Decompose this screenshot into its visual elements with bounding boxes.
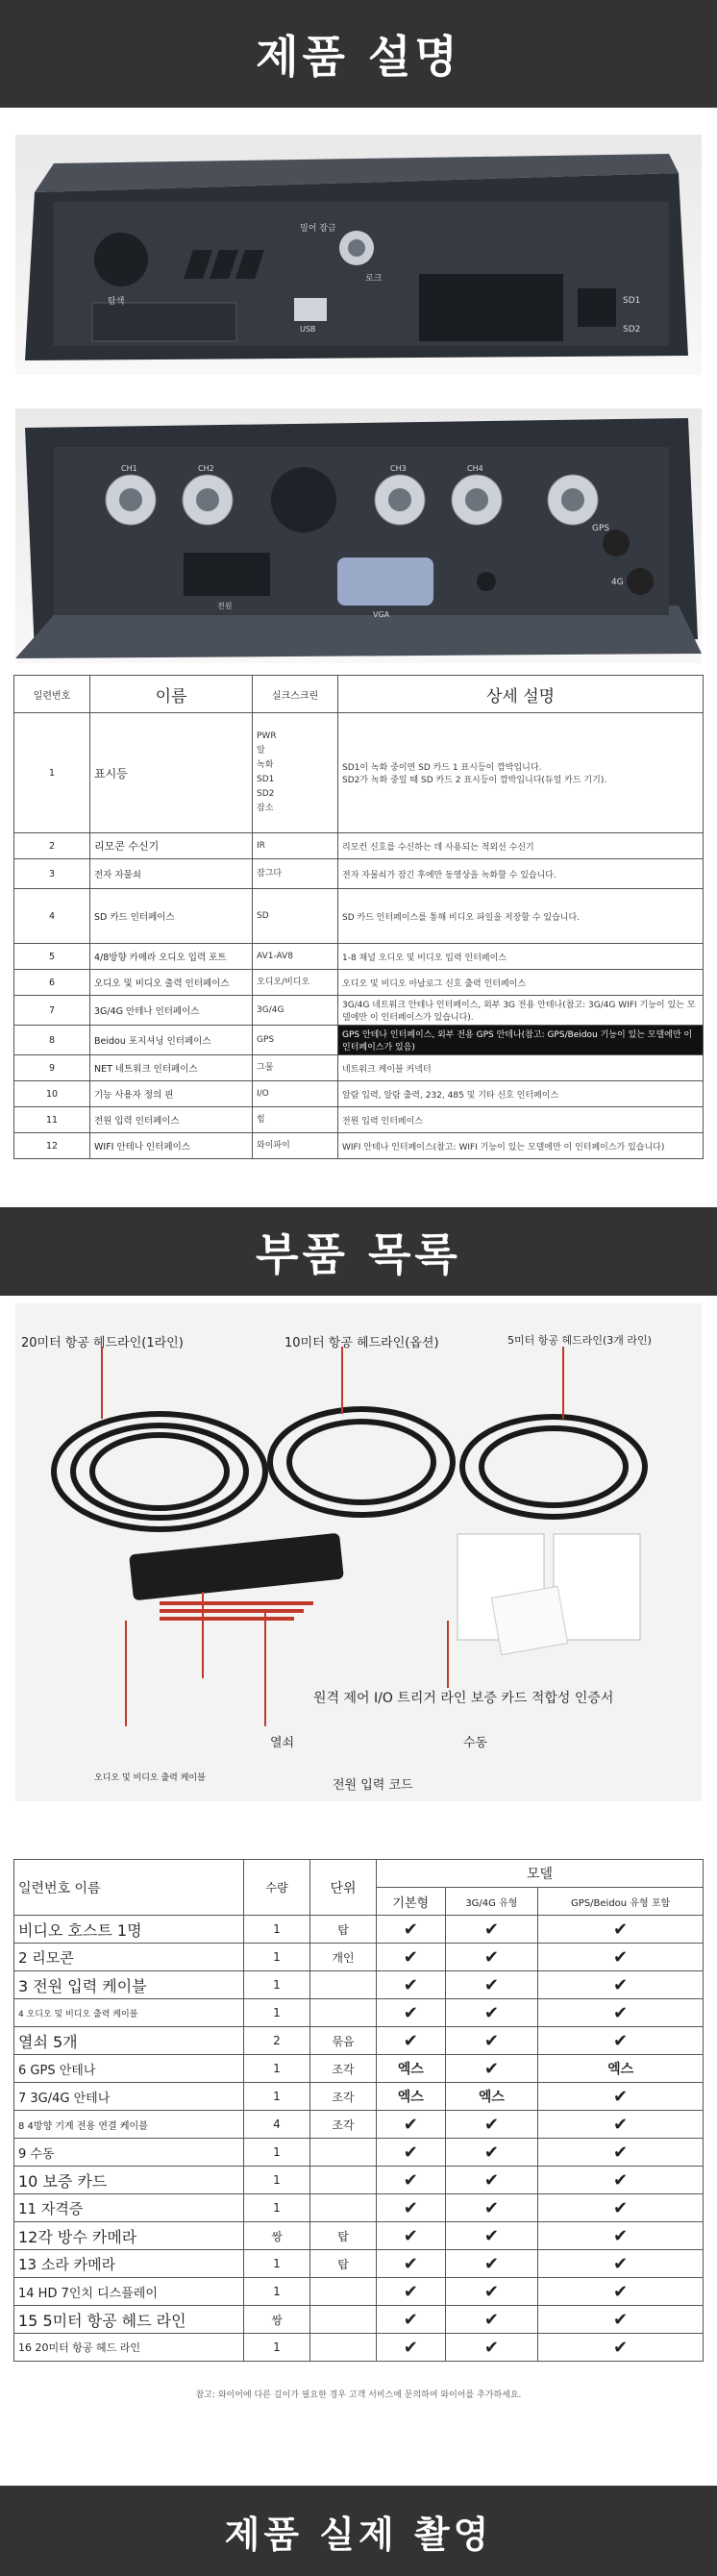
cmp-basic-value: ✔ xyxy=(377,1944,446,1971)
cell-no: 6 xyxy=(14,970,90,996)
cell-detail: SD 카드 인터페이스를 통해 비디오 파일을 저장할 수 있습니다. xyxy=(338,889,704,944)
cmp-item-qty: 1 xyxy=(244,2167,310,2194)
cmp-gps-value: ✔ xyxy=(538,1999,704,2027)
cmp-basic-value: ✔ xyxy=(377,2306,446,2334)
cmp-3g4g-value: ✔ xyxy=(445,2222,538,2250)
cmp-item-unit: 조각 xyxy=(310,2055,377,2083)
table-row xyxy=(14,2222,704,2250)
cell-no: 5 xyxy=(14,944,90,970)
cmp-3g4g-value: ✔ xyxy=(445,2111,538,2139)
cmp-3g4g-value: ✔ xyxy=(445,2334,538,2362)
cmp-item-name: 3 전원 입력 케이블 xyxy=(14,1971,244,1999)
cmp-item-name: 11 자격증 xyxy=(14,2194,244,2222)
table-row xyxy=(14,970,704,996)
cell-silk: PWR 알 녹화 SD1 SD2 잠소 xyxy=(253,713,338,833)
cmp-item-unit: 조각 xyxy=(310,2083,377,2111)
label-cable-5m: 5미터 항공 헤드라인(3개 라인) xyxy=(507,1334,652,1347)
spec-header-detail: 상세 설명 xyxy=(338,676,704,713)
cmp-item-name: 2 리모콘 xyxy=(14,1944,244,1971)
cell-silk: 3G/4G xyxy=(253,996,338,1026)
label-search: 탐색 xyxy=(108,297,125,307)
cmp-gps-value: ✔ xyxy=(538,1916,704,1944)
table-row xyxy=(14,1916,704,1944)
cell-silk: GPS xyxy=(253,1026,338,1055)
cell-detail: 전자 자물쇠가 잠긴 후에만 동영상을 녹화할 수 있습니다. xyxy=(338,859,704,889)
cell-detail: SD1이 녹화 중이면 SD 카드 1 표시등이 깜박입니다. SD2가 녹화 중일 때 SD 카드 2 표시등이 깜박입니다(듀얼 카드 기기). xyxy=(338,713,704,833)
spec-header-name: 이름 xyxy=(90,676,253,713)
cell-no: 1 xyxy=(14,713,90,833)
label-lock: 로크 xyxy=(365,274,383,284)
cmp-item-name: 10 보증 카드 xyxy=(14,2167,244,2194)
compare-note: 참고: 와이어에 다른 길이가 필요한 경우 고객 서비스에 문의하여 와이어를 추가하세요. xyxy=(195,2390,522,2400)
cell-no: 8 xyxy=(14,1026,90,1055)
cmp-3g4g-value: ✔ xyxy=(445,2055,538,2083)
cmp-item-name: 16 20미터 항공 헤드 라인 xyxy=(14,2334,244,2362)
table-row xyxy=(14,1133,704,1159)
cell-detail: 오디오 및 비디오 아날로그 신호 출력 인터페이스 xyxy=(338,970,704,996)
cmp-3g4g-value: ✔ xyxy=(445,2194,538,2222)
cmp-basic-value: ✔ xyxy=(377,2278,446,2306)
cmp-item-unit xyxy=(310,2334,377,2362)
cmp-header-qty: 수량 xyxy=(244,1860,310,1916)
cell-no: 9 xyxy=(14,1055,90,1081)
cmp-3g4g-value: ✔ xyxy=(445,2278,538,2306)
section-banner-description xyxy=(0,0,717,108)
cell-no: 4 xyxy=(14,889,90,944)
cmp-basic-value: ✔ xyxy=(377,2027,446,2055)
cmp-3g4g-value: ✔ xyxy=(445,2250,538,2278)
cell-name: WIFI 안테나 인터페이스 xyxy=(90,1133,253,1159)
label-lock-push: 밀어 잠금 xyxy=(300,224,336,234)
cmp-gps-value: ✔ xyxy=(538,2306,704,2334)
cell-no: 2 xyxy=(14,833,90,859)
label-vga: VGA xyxy=(373,610,390,619)
cell-silk: 오디오/비디오 xyxy=(253,970,338,996)
compare-table xyxy=(13,1859,704,2362)
banner-title: 제품 설명 xyxy=(256,31,461,83)
label-power-cord: 전원 입력 코드 xyxy=(333,1778,413,1793)
cmp-gps-value: ✔ xyxy=(538,2278,704,2306)
label-power: 전원 xyxy=(217,602,233,610)
table-row xyxy=(14,944,704,970)
cmp-3g4g-value: ✔ xyxy=(445,1971,538,1999)
cmp-item-qty: 1 xyxy=(244,2083,310,2111)
table-row xyxy=(14,1055,704,1081)
cmp-item-name: 9 수동 xyxy=(14,2139,244,2167)
cell-name: 기능 사용자 정의 핀 xyxy=(90,1081,253,1107)
cmp-item-unit: 탑 xyxy=(310,1916,377,1944)
table-row xyxy=(14,2250,704,2278)
cmp-item-unit: 탑 xyxy=(310,2250,377,2278)
cell-detail: 3G/4G 네트워크 안테나 인터페이스, 외부 3G 전용 안테나(참고: 3G/4G WIFI 기능이 있는 모델에만 이 인터페이스가 있습니다). xyxy=(338,996,704,1026)
cmp-item-name: 13 소라 카메라 xyxy=(14,2250,244,2278)
cmp-3g4g-value: ✔ xyxy=(445,2027,538,2055)
cmp-gps-value: ✔ xyxy=(538,1971,704,1999)
cmp-item-qty: 4 xyxy=(244,2111,310,2139)
table-row xyxy=(14,889,704,944)
cmp-item-qty: 1 xyxy=(244,1944,310,1971)
cell-name: NET 네트워크 인터페이스 xyxy=(90,1055,253,1081)
cell-detail: 전원 입력 인터페이스 xyxy=(338,1107,704,1133)
cell-silk: 힘 xyxy=(253,1107,338,1133)
cmp-basic-value: 엑스 xyxy=(377,2055,446,2083)
cell-silk: 잠그다 xyxy=(253,859,338,889)
spec-table xyxy=(13,675,704,1159)
cmp-item-qty: 1 xyxy=(244,2334,310,2362)
spec-header-no: 일련번호 xyxy=(14,676,90,713)
cmp-model-gps: GPS/Beidou 유형 포함 xyxy=(538,1888,704,1916)
cmp-item-name: 열쇠 5개 xyxy=(14,2027,244,2055)
cmp-item-unit xyxy=(310,2139,377,2167)
table-row xyxy=(14,859,704,889)
cell-no: 3 xyxy=(14,859,90,889)
cell-detail: 1-8 채널 오디오 및 비디오 입력 인터페이스 xyxy=(338,944,704,970)
cmp-3g4g-value: ✔ xyxy=(445,2306,538,2334)
table-row xyxy=(14,2167,704,2194)
cmp-basic-value: 엑스 xyxy=(377,2083,446,2111)
label-ch2: CH2 xyxy=(198,464,214,473)
cmp-basic-value: ✔ xyxy=(377,1999,446,2027)
cmp-basic-value: ✔ xyxy=(377,2111,446,2139)
section-banner-actual xyxy=(0,2486,717,2576)
label-ch1: CH1 xyxy=(121,464,137,473)
cell-name: 리모콘 수신기 xyxy=(90,833,253,859)
cmp-3g4g-value: ✔ xyxy=(445,1916,538,1944)
cell-detail: 리모컨 신호를 수신하는 데 사용되는 적외선 수신기 xyxy=(338,833,704,859)
cell-silk: IR xyxy=(253,833,338,859)
cmp-item-name: 14 HD 7인치 디스플레이 xyxy=(14,2278,244,2306)
cmp-item-unit: 탑 xyxy=(310,2222,377,2250)
cmp-basic-value: ✔ xyxy=(377,2334,446,2362)
cmp-3g4g-value: 엑스 xyxy=(445,2083,538,2111)
label-usb: USB xyxy=(300,325,316,334)
cmp-item-name: 12각 방수 카메라 xyxy=(14,2222,244,2250)
cmp-item-qty: 쌍 xyxy=(244,2306,310,2334)
cell-silk: SD xyxy=(253,889,338,944)
cell-name: 전원 입력 인터페이스 xyxy=(90,1107,253,1133)
cmp-model-basic: 기본형 xyxy=(377,1888,446,1916)
cmp-gps-value: ✔ xyxy=(538,2250,704,2278)
cell-silk: 그물 xyxy=(253,1055,338,1081)
cmp-item-name: 6 GPS 안테나 xyxy=(14,2055,244,2083)
cell-name: 3G/4G 안테나 인터페이스 xyxy=(90,996,253,1026)
cmp-3g4g-value: ✔ xyxy=(445,1944,538,1971)
cmp-gps-value: ✔ xyxy=(538,2334,704,2362)
cell-name: 전자 자물쇠 xyxy=(90,859,253,889)
table-row xyxy=(14,2055,704,2083)
label-remote-row: 원격 제어 I/O 트리거 라인 보증 카드 적합성 인증서 xyxy=(313,1691,614,1706)
cmp-gps-value: ✔ xyxy=(538,1944,704,1971)
cmp-gps-value: 엑스 xyxy=(538,2055,704,2083)
cmp-item-unit xyxy=(310,1999,377,2027)
cell-detail: GPS 안테나 인터페이스, 외부 전용 GPS 안테나(참고: GPS/Beidou 기능이 있는 모델에만 이 인터페이스가 있음) xyxy=(338,1026,704,1055)
cmp-item-name: 비디오 호스트 1명 xyxy=(14,1916,244,1944)
label-sd1: SD1 xyxy=(623,296,641,306)
cell-no: 7 xyxy=(14,996,90,1026)
cmp-item-unit xyxy=(310,2194,377,2222)
table-row xyxy=(14,2083,704,2111)
cmp-basic-value: ✔ xyxy=(377,1971,446,1999)
spec-header-silk: 실크스크린 xyxy=(253,676,338,713)
label-manual: 수동 xyxy=(463,1736,488,1750)
table-row xyxy=(14,1971,704,1999)
table-row xyxy=(14,2139,704,2167)
cmp-basic-value: ✔ xyxy=(377,2222,446,2250)
label-sd2: SD2 xyxy=(623,325,641,334)
cell-silk: 와이파이 xyxy=(253,1133,338,1159)
table-row xyxy=(14,1999,704,2027)
cmp-item-unit: 묶음 xyxy=(310,2027,377,2055)
cmp-item-qty: 1 xyxy=(244,2194,310,2222)
cmp-item-unit xyxy=(310,2306,377,2334)
cmp-gps-value: ✔ xyxy=(538,2194,704,2222)
cmp-item-unit xyxy=(310,1971,377,1999)
cmp-item-qty: 1 xyxy=(244,2139,310,2167)
cmp-gps-value: ✔ xyxy=(538,2083,704,2111)
table-row xyxy=(14,833,704,859)
cmp-3g4g-value: ✔ xyxy=(445,2139,538,2167)
label-gps: GPS xyxy=(592,524,610,533)
cell-name: 4/8방향 카메라 오디오 입력 포트 xyxy=(90,944,253,970)
cell-name: Beidou 포지셔닝 인터페이스 xyxy=(90,1026,253,1055)
cell-detail: WIFI 안테나 인터페이스(참고: WIFI 기능이 있는 모델에만 이 인터페이스가 있습니다) xyxy=(338,1133,704,1159)
cmp-gps-value: ✔ xyxy=(538,2167,704,2194)
cmp-item-qty: 1 xyxy=(244,2250,310,2278)
cmp-item-qty: 1 xyxy=(244,2055,310,2083)
table-row xyxy=(14,2027,704,2055)
cell-name: 표시등 xyxy=(90,713,253,833)
banner-title: 부품 목록 xyxy=(256,1228,461,1280)
label-key: 열쇠 xyxy=(270,1736,295,1750)
section-banner-parts xyxy=(0,1207,717,1296)
cell-no: 10 xyxy=(14,1081,90,1107)
cmp-gps-value: ✔ xyxy=(538,2222,704,2250)
dvr-rear-photo xyxy=(15,409,702,663)
cmp-item-name: 8 4방향 기계 전용 연결 케이블 xyxy=(14,2111,244,2139)
cmp-item-qty: 1 xyxy=(244,2278,310,2306)
table-row xyxy=(14,1944,704,1971)
label-4g: 4G xyxy=(611,578,624,587)
cmp-basic-value: ✔ xyxy=(377,2167,446,2194)
cmp-item-qty: 1 xyxy=(244,1999,310,2027)
dvr-front-photo xyxy=(15,135,702,375)
cmp-header-unit: 단위 xyxy=(310,1860,377,1916)
cmp-item-qty: 1 xyxy=(244,1971,310,1999)
table-row xyxy=(14,713,704,833)
cmp-item-unit: 조각 xyxy=(310,2111,377,2139)
cmp-item-name: 15 5미터 항공 헤드 라인 xyxy=(14,2306,244,2334)
table-row xyxy=(14,2306,704,2334)
cell-name: 오디오 및 비디오 출력 인터페이스 xyxy=(90,970,253,996)
label-ch3: CH3 xyxy=(390,464,407,473)
cell-no: 11 xyxy=(14,1107,90,1133)
cmp-item-qty: 쌍 xyxy=(244,2222,310,2250)
cell-silk: AV1-AV8 xyxy=(253,944,338,970)
cmp-basic-value: ✔ xyxy=(377,2139,446,2167)
table-row xyxy=(14,2111,704,2139)
cmp-item-unit xyxy=(310,2167,377,2194)
cmp-gps-value: ✔ xyxy=(538,2027,704,2055)
cmp-gps-value: ✔ xyxy=(538,2111,704,2139)
cmp-item-unit: 개인 xyxy=(310,1944,377,1971)
cmp-basic-value: ✔ xyxy=(377,1916,446,1944)
table-row xyxy=(14,2278,704,2306)
cell-detail: 알람 입력, 알람 출력, 232, 485 및 기타 신호 인터페이스 xyxy=(338,1081,704,1107)
table-row xyxy=(14,1107,704,1133)
cmp-item-qty: 1 xyxy=(244,1916,310,1944)
cell-name: SD 카드 인터페이스 xyxy=(90,889,253,944)
table-row xyxy=(14,2194,704,2222)
cmp-item-name: 7 3G/4G 안테나 xyxy=(14,2083,244,2111)
label-ch4: CH4 xyxy=(467,464,483,473)
cmp-3g4g-value: ✔ xyxy=(445,2167,538,2194)
cmp-basic-value: ✔ xyxy=(377,2194,446,2222)
table-row xyxy=(14,996,704,1026)
table-row xyxy=(14,1081,704,1107)
cmp-basic-value: ✔ xyxy=(377,2250,446,2278)
label-av-cable: 오디오 및 비디오 출력 케이블 xyxy=(94,1773,206,1783)
cmp-model-3g4g: 3G/4G 유형 xyxy=(445,1888,538,1916)
table-row xyxy=(14,2334,704,2362)
cmp-gps-value: ✔ xyxy=(538,2139,704,2167)
banner-title: 제품 실제 촬영 xyxy=(224,2513,493,2556)
cell-no: 12 xyxy=(14,1133,90,1159)
cmp-3g4g-value: ✔ xyxy=(445,1999,538,2027)
label-cable-20m: 20미터 항공 헤드라인(1라인) xyxy=(21,1336,184,1350)
cmp-header-model: 모델 xyxy=(377,1860,704,1888)
cmp-item-name: 4 오디오 및 비디오 출력 케이블 xyxy=(14,1999,244,2027)
cmp-header-no-name: 일련번호 이름 xyxy=(14,1860,244,1916)
label-cable-10m: 10미터 항공 헤드라인(옵션) xyxy=(284,1336,439,1350)
accessories-photo xyxy=(15,1303,702,1801)
cell-silk: I/O xyxy=(253,1081,338,1107)
cell-detail: 네트워크 케이블 커넥터 xyxy=(338,1055,704,1081)
cmp-item-qty: 2 xyxy=(244,2027,310,2055)
table-row xyxy=(14,1026,704,1055)
cmp-item-unit xyxy=(310,2278,377,2306)
